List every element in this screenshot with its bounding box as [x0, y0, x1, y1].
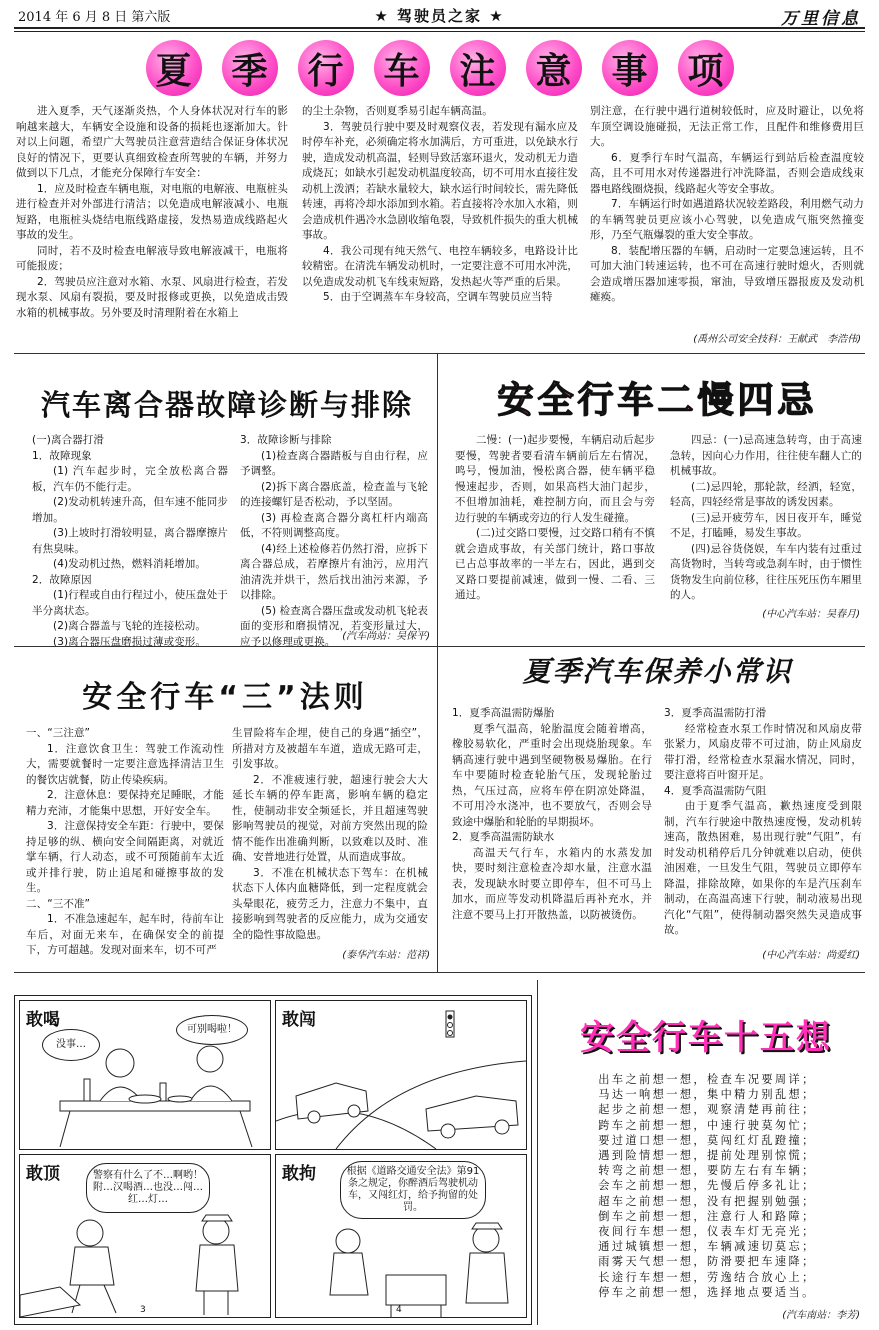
three-col-1 [26, 726, 224, 959]
cartoon-panel-argue [19, 1154, 271, 1318]
summer-col-1 [16, 104, 288, 321]
column-divider [437, 354, 438, 972]
paragraph: (4)经上述检修若仍然打滑，应拆下离合器总成，若摩擦片有油污，应用汽油清洗并烘干，然后找出油污来源，予以排除。 [240, 542, 428, 601]
paragraph: 6．夏季行车时气温高，车辆运行到站后检查温度较高，且不可用水对传递器进行冲洗降温，否则会造成线束器电路线圈烧损，线路起火等安全事故。 [590, 151, 864, 195]
page-number: 4 [396, 1305, 402, 1315]
maint-col-2 [664, 706, 862, 939]
header-rule [14, 27, 865, 29]
paragraph: 3．驾驶员行驶中要及时观察仪表，若发现有漏水应及时停车补充，必须确定将水加满后，方可重进，以免缺水行驶，造成发动机高温，轻则导致活塞环退火，发动机无力造成烧瓦；如缺水引起发动机温度较高，切不可用水直接往发动机上泼洒；若缺水量较大，缺水运行时间较长，需先降低转速，再将冷却水添加到水箱。若直接将冷水加入水箱，则会造成机件遇冷水急剧收缩龟裂，导致机件损失的重大机械事故。 [302, 120, 578, 241]
slow-title: 安全行车二慢四忌 [497, 380, 818, 421]
clutch-col-2 [240, 433, 428, 650]
paragraph: (2)离合器盖与飞轮的连接松动。 [53, 620, 206, 632]
header-rule-thin [14, 31, 865, 32]
banner-char: 意 [526, 40, 582, 96]
maint-title: 夏季汽车保养小常识 [522, 655, 793, 688]
maint-col-1 [452, 706, 652, 923]
panel-label: 敢拘 [282, 1164, 316, 1184]
fifteen-title: 安全行车十五想 [580, 1018, 832, 1058]
three-title: 安全行车“三”法则 [82, 680, 368, 715]
paragraph: 3．故障诊断与排除 [240, 434, 332, 446]
banner-char: 行 [298, 40, 354, 96]
paragraph: 进入夏季，天气逐渐炎热，个人身体状况对行车的影响越来越大，车辆安全设施和设备的损耗也逐渐加大。针对以上问题，希望广大驾驶员注意营造结合保证身体状况良好的情况下，更要认真细致检查所驾驶的车辆，并努力做到以下几点，才能充分保障行车安全： [16, 105, 288, 179]
paragraph: (5) 检查离合器压盘或发动机飞轮表面的变形和磨损情况，若变形量过大，应予以修理或更换。 [240, 604, 429, 648]
paragraph: 经常检查水泵工作时情况和风扇皮带张紧力，风扇皮带不可过油，防止风扇皮带打滑，经常检查水泵漏水情况，同时，要注意将百叶窗开足。 [664, 722, 862, 781]
cartoon-panel-detain [275, 1154, 527, 1318]
poem-line: 转弯之前想一想，要防左右有车辆； [598, 1164, 816, 1178]
poem-line: 会车之前想一想，先慢后停多礼让； [598, 1179, 816, 1193]
paragraph: (1)行程或自由行程过小，使压盘处于半分离状态。 [32, 589, 228, 617]
paragraph: 生冒险将车企埋，使自己的身遇“插空”，所措对方及被超车车道，造成无路可走，引发事故。 [232, 727, 428, 770]
speech-bubble: 可别喝啦！ [176, 1015, 248, 1045]
paragraph: 2．不准疲速行驶，超速行驶会大大延长车辆的停车距离，影响车辆的稳定性，使制动非安全频延长，并且超速驾驶影响驾驶员的视觉，对前方突然出现的险情不能作出准确判断，以致难以及时、准确、安普地进行处置，从而造成事故。 [232, 773, 428, 863]
poem-line: 马达一响想一想，集中精力别乱想； [598, 1088, 816, 1102]
paragraph: 四忌：(一)忌高速急转弯，由于高速急转，因向心力作用，往往使车翻人亡的机械事故。 [670, 434, 862, 477]
poem-line: 长途行车想一想，劳逸结合放心上； [598, 1270, 816, 1284]
section-divider [14, 972, 865, 973]
clutch-title: 汽车离合器故障诊断与排除 [40, 388, 413, 422]
paragraph: (2)发动机转速升高，但车速不能同步增加。 [32, 496, 228, 524]
slow-signature: (中心汽车站：吴春月) [762, 609, 860, 620]
summer-col-2 [302, 104, 578, 306]
drinking-scene-illustration [20, 1001, 270, 1149]
paragraph: 4．我公司现有纯天然气、电控车辆较多，电路设计比较精密。在清洗车辆发动机时，一定要注意不可用水冲洗，以免造成发动机飞车线束短路，发热起火等严重的后果。 [302, 244, 578, 288]
column-title: ★ 驾驶员之家 ★ [374, 7, 505, 25]
paragraph: 2．驾驶员应注意对水箱、水泵、风扇进行检查，若发现水泵、风扇有裂损，要及时报修或更换，以免造成击毁水箱的机械事故。另外要及时清理附着在水箱上 [16, 275, 288, 319]
paragraph: 1．不准急速起车，起车时，待前车让车后，对面无来车，在确保安全的前提下，方可超越。发现对面来车，切不可严 [26, 913, 224, 956]
section-divider [14, 353, 865, 354]
paragraph: (四)忌谷货侥娱，车车内装有过重过高货物时，当转弯或急刹车时，由于惯性货物发生向前位移，往往压死压伤车厢里的人。 [670, 542, 862, 601]
clutch-col-1 [32, 433, 228, 650]
paragraph: 1．故障现象 [32, 449, 92, 462]
panel-label: 敢喝 [26, 1010, 60, 1030]
panel-label: 敢顶 [26, 1164, 60, 1184]
poem-line: 夜间行车想一想，仪表车灯无亮光； [598, 1225, 816, 1239]
fifteen-signature: (汽车南站：李芳) [782, 1310, 860, 1321]
cartoon-panel-drink [19, 1000, 271, 1150]
paragraph: (二)忌四轮，那轮款，经洒，轻宽，轻高，四轻经常是事故的诱发因素。 [670, 480, 862, 508]
page-number: 3 [140, 1305, 146, 1315]
section-divider [14, 646, 865, 647]
paragraph: 的尘土杂物，否则夏季易引起车辆高温。 [302, 105, 493, 117]
summer-banner [0, 40, 879, 100]
paragraph: (3) 再检查离合器分离杠杆内端高低，不符则调整高度。 [240, 511, 428, 539]
paragraph: 2．注意休息：要保持充足睡眠，才能精力充沛，才能集中思想，开好安全车。 [26, 789, 224, 817]
paragraph: 一、“三注意” [26, 727, 91, 739]
fifteen-poem [548, 1072, 866, 1300]
traffic-scene-illustration [276, 1001, 526, 1149]
poem-line: 要过道口想一想，莫闯红灯乱蹬撞； [598, 1133, 816, 1147]
paragraph: 由于夏季气温高，歉热速度受到限制，汽车行驶途中散热速度慢，发动机转速高，散热困难，易出现行驶“气阻”，有时发动机稍停后几分钟就难以启动，使供油困难，一旦发生气阻，驾驶员立即停车降温，排除故障，如果你的车是汽压刹车制动，在高温高速下行驶，制动液易出现汽化“气阻”，使得制动器突然失灵造成事故。 [664, 800, 862, 936]
speech-bubble: 没事… [42, 1029, 100, 1061]
paragraph: 别注意，在行驶中遇行道树较低时，应及时避让，以免将车顶空调设施碰损，无法正常工作，且配件和维修费用巨大。 [590, 105, 864, 148]
column-divider [537, 980, 538, 1325]
poem-line: 遇到险情想一想，提前处理别惊慌； [598, 1149, 816, 1163]
paragraph: 2．夏季高温需防缺水 [452, 831, 555, 843]
paragraph: 同时，若不及时检查电解液导致电解液减干，电瓶将可能报废； [16, 244, 288, 272]
paragraph: 2．故障原因 [32, 573, 92, 586]
panel-label: 敢闯 [282, 1010, 316, 1030]
banner-char: 注 [450, 40, 506, 96]
paragraph: 3．不准在机械状态下驾车：在机械状态下人体内血糖降低，到一定程度就会头晕眼花，疲劳乏力，注意力不集中，直接影响到驾驶者的反应能力，成为交通安全的隐性事故隐患。 [232, 866, 428, 941]
paragraph: 8．装配增压器的车辆，启动时一定要急速运转，且不可加大油门转速运转，也不可在高速行驶时熄火，否则就会造成增压器加速零损，窜油，导致增压器报废及发动机瘫痪。 [590, 244, 864, 303]
speech-bubble: 根据《道路交通安全法》第91条之规定，你醉酒后驾驶机动车，又闯红灯，给予拘留的处罚。 [340, 1161, 486, 1219]
paragraph: (二)过交路口要慢，过交路口稍有不慎就会造成事故，有关部门统计，路口事故已占总事故率的一半左右，因此，遇到交叉路口要提前减速，做到一慢、二看、三通过。 [455, 527, 655, 601]
poem-line: 雨雾天气想一想，防滑要把车速降； [598, 1255, 816, 1269]
banner-char: 夏 [146, 40, 202, 96]
three-col-2 [232, 726, 428, 943]
paragraph: 3．夏季高温需防打滑 [664, 707, 767, 719]
poem-line: 超车之前想一想，没有把握别勉强； [598, 1194, 816, 1208]
cartoon-panel-rush [275, 1000, 527, 1150]
paragraph: (三)忌开疲劳车，因日夜开车，睡觉不足，打瞌睡，易发生事故。 [670, 511, 862, 539]
summer-signature: (禹州公司安全技科：王献武 李浩伟) [693, 334, 861, 345]
paragraph: 二、“三不准” [26, 897, 91, 910]
banner-char: 项 [678, 40, 734, 96]
paragraph: (3)上坡时打滑较明显，离合器摩擦片有焦臭味。 [32, 527, 228, 555]
paragraph: 1．注意饮食卫生：驾驶工作流动性大，需要就餐时一定要注意选择清洁卫生的餐饮店就餐，防止传染疾病。 [26, 742, 224, 786]
detain-scene-illustration [276, 1155, 526, 1317]
paragraph: (4)发动机过热，燃料消耗增加。 [53, 558, 206, 570]
poem-line: 起步之前想一想，观察清楚再前往； [598, 1103, 816, 1117]
poem-line: 通过城镇想一想，车辆减速切莫忘； [598, 1240, 816, 1254]
poem-line: 出车之前想一想，检查车况要周详； [598, 1073, 816, 1086]
argue-scene-illustration [20, 1155, 270, 1317]
issue-date: 2014 年 6 月 8 日 第六版 [18, 10, 171, 25]
banner-char: 事 [602, 40, 658, 96]
paragraph: 1．夏季高温需防爆胎 [452, 707, 555, 719]
clutch-signature: (汽车尚站：吴保平) [342, 631, 430, 642]
paragraph: 7．车辆运行时如遇道路状况较差路段，利用燃气动力的车辆驾驶员更应该小心驾驶，以免造成气瓶突然撞变形，乃至气瓶爆裂的重大安全事故。 [590, 198, 864, 241]
brand-logo: 万里信息 [781, 9, 861, 29]
speech-bubble: 警察有什么了不…啊哟！附…汉喝酒…也没…闯…红…灯… [86, 1163, 210, 1213]
three-signature: (泰华汽车站：范祥) [342, 950, 430, 961]
paragraph: 4．夏季高温需防气阻 [664, 784, 767, 797]
paragraph: 二慢：(一)起步要慢，车辆启动后起步要慢，驾驶者要看清车辆前后左右情况，鸣号，慢加油，慢松离合器，使车辆平稳慢速起步，否则，如果高档大油门起步，不但增加油耗，难控制方向，而且会与旁边行驶的车辆或旁边的行人发生碰撞。 [455, 434, 655, 524]
slow-col-1 [455, 433, 655, 604]
paragraph: (1) 汽车起步时，完全放松离合器板，汽车仍不能行走。 [32, 465, 228, 493]
maint-signature: (中心汽车站：尚爱红) [762, 950, 860, 961]
paragraph: (3)离合器压盘磨损过薄或变形。 [53, 635, 206, 648]
summer-col-3 [590, 104, 864, 306]
poem-line: 停车之前想一想，选择地点要适当。 [598, 1285, 816, 1299]
paragraph: 5．由于空调蒸车车身较高，空调车驾驶员应当特 [323, 291, 553, 303]
paragraph: 3．注意保持安全车距：行驶中，要保持足够的纵、横向安全间隔距离，对就近掌车辆，行人动态，或不可预随前车太近或并排行驶，防止追尾和碰擦事故的发生。 [26, 820, 224, 894]
banner-char: 季 [222, 40, 278, 96]
slow-col-2 [670, 433, 862, 604]
poem-line: 跨车之前想一想，中速行驶莫匆忙； [598, 1118, 816, 1132]
paragraph: (一)离合器打滑 [32, 434, 104, 446]
paragraph: 高温天气行车，水箱内的水蒸发加快，要时刻注意检查冷却水量，注意水温表，发现缺水时要立即停车，但不可马上加水，而应等发动机降温后再补充水，并注意不要马上打开散热盖，以防被烫伤。 [452, 846, 652, 921]
poem-line: 倒车之前想一想，注意行人和路障； [598, 1209, 816, 1223]
banner-char: 车 [374, 40, 430, 96]
paragraph: 1．应及时检查车辆电瓶，对电瓶的电解液、电瓶桩头进行检查并对外部进行清洁；以免造成电解液减小、电瓶短路，电瓶桩头烧结电瓶线路虚接，发热易造成线路起火事故的发生。 [16, 182, 288, 241]
paragraph: 夏季气温高，轮胎温度会随着增高，橡胶易软化，严重时会出现烧胎现象。车辆高速行驶中遇到坚硬物极易爆胎。在行车中要随时检查轮胎气压，发现轮胎过热，气压过高，应将车停在阴凉处降温，不可用冷水浇冲，也不要放气，否则会导致途中爆胎和轮胎的早期损坏。 [452, 722, 652, 828]
paragraph: (1)检查离合器踏板与自由行程，应予调整。 [240, 449, 428, 477]
paragraph: (2)拆下离合器底盖，检查盖与飞轮的连接螺钉是否松动，予以坚固。 [240, 480, 428, 508]
cartoon-strip [14, 995, 532, 1325]
